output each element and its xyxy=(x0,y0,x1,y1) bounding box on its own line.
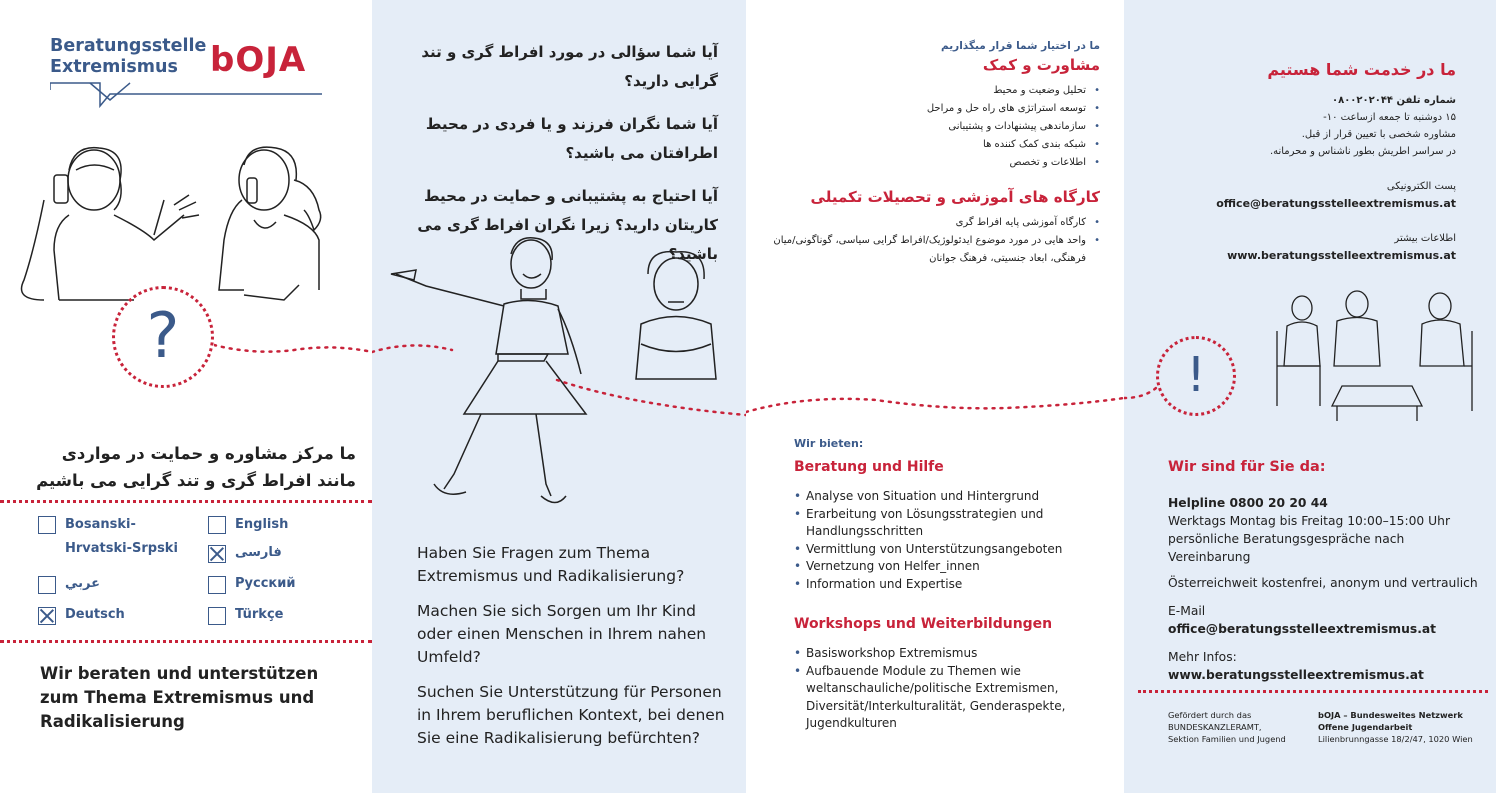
web-link-fa[interactable]: www.beratungsstelleextremismus.at xyxy=(1227,249,1456,262)
question-de-2: Machen Sie sich Sorgen um Ihr Kind oder einen Menschen in Ihrem nahen Umfeld? xyxy=(417,602,707,666)
offers-subtitle-fa: ما در اختیار شما قرار میگذاریم xyxy=(940,40,1100,52)
offers-subtitle-de: Wir bieten: xyxy=(794,437,864,450)
footer-divider xyxy=(1138,690,1488,693)
intro-title-de: Wir beraten und unterstützen zum Thema Extremismus und Radikalisierung xyxy=(40,664,319,731)
helpline-de: Helpline 0800 20 20 44 xyxy=(1168,496,1328,510)
lang-arabic: عربي xyxy=(65,576,101,591)
list-item: • Aufbauende Module zu Themen wie weltanschauliche/politische Extremismen, Diversität/Interkulturalität, Genderaspekte, Jugendkulturen xyxy=(794,663,1104,733)
list-item: • کارگاه آموزشی پایه افراط گری xyxy=(766,214,1100,232)
questions-de xyxy=(417,542,727,762)
logo-text xyxy=(50,36,206,78)
lang-bosnian xyxy=(65,514,178,560)
dotted-path xyxy=(1124,380,1164,410)
offers-list1-fa xyxy=(766,82,1100,172)
lang-deutsch: Deutsch xyxy=(65,607,125,622)
divider-bottom xyxy=(0,640,372,643)
list-item: • واحد هایی در مورد موضوع ایدئولوژیک/افراط گرایی سیاسی، گوناگونی/میان فرهنگی، ابعاد جنسیتی، فرهنگ جوانان xyxy=(766,232,1100,268)
contact-heading-fa: ما در خدمت شما هستیم xyxy=(1267,60,1456,79)
question-mark-icon: ? xyxy=(146,299,180,372)
beratungsstelle-logo xyxy=(50,36,330,116)
list-item: • شبکه بندی کمک کننده ها xyxy=(766,136,1100,154)
email-label-de: E-Mail xyxy=(1168,604,1206,618)
offers-list1-de xyxy=(794,488,1104,593)
list-item: • Vermittlung von Unterstützungsangeboten xyxy=(794,541,1104,559)
contact-de xyxy=(1168,456,1488,684)
checkbox-deutsch[interactable] xyxy=(38,607,56,625)
list-item: • توسعه استراتژی های راه حل و مراحل xyxy=(766,100,1100,118)
language-selector xyxy=(38,514,338,634)
footer-right-line: bOJA – Bundesweites Netzwerk xyxy=(1318,710,1463,720)
offers-list2-de xyxy=(794,645,1104,733)
footer-left-line: BUNDESKANZLERAMT, xyxy=(1168,722,1262,732)
list-item: • سازماندهی پیشنهادات و پشتیبانی xyxy=(766,118,1100,136)
question-fa-2: آیا شما نگران فرزند و یا فردی در محیط اطرافتان می باشید؟ xyxy=(425,115,718,162)
checkbox-turkish[interactable] xyxy=(208,607,226,625)
more-info-label-fa: اطلاعات بیشتر xyxy=(1394,233,1456,244)
footer-left-line: Gefördert durch das xyxy=(1168,710,1252,720)
panel-offers xyxy=(746,0,1124,793)
logo-line1: Beratungsstelle xyxy=(50,36,207,56)
list-item: • Analyse von Situation und Hintergrund xyxy=(794,488,1104,506)
more-info-label-de: Mehr Infos: xyxy=(1168,650,1237,664)
email-link-fa[interactable]: office@beratungsstelleextremismus.at xyxy=(1216,197,1456,210)
intro-title-fa: ما مرکز مشاوره و حمایت در مواردی مانند افراط گری و تند گرایی می باشیم xyxy=(36,444,356,490)
checkbox-russian[interactable] xyxy=(208,576,226,594)
footer-sponsor xyxy=(1168,709,1286,745)
hours-de: Werktags Montag bis Freitag 10:00–15:00 Uhr xyxy=(1168,514,1450,528)
boja-logo: bOJA xyxy=(210,40,307,80)
offers-list2-fa xyxy=(766,214,1100,268)
dotted-path xyxy=(746,380,1124,430)
anonymous-de: Österreichweit kostenfrei, anonym und vertraulich xyxy=(1168,576,1478,590)
appointment-fa: مشاوره شخصی با تعیین قرار از قبل. xyxy=(1301,129,1456,140)
email-label-fa: پست الکترونیکی xyxy=(1386,181,1456,192)
logo-line2: Extremismus xyxy=(50,57,178,77)
question-de-3: Suchen Sie Unterstützung für Personen in Ihrem beruflichen Kontext, bei denen Sie eine Radikalisierung befürchten? xyxy=(417,683,725,747)
lang-bosnian-line1: Bosanski- xyxy=(65,517,136,532)
email-link-de[interactable]: office@beratungsstelleextremismus.at xyxy=(1168,622,1437,636)
footer-right-line: Offene Jugendarbeit xyxy=(1318,722,1413,732)
question-fa-1: آیا شما سؤالی در مورد افراط گری و تند گرایی دارید؟ xyxy=(421,43,718,90)
dotted-path xyxy=(214,330,372,370)
contact-fa xyxy=(1144,58,1456,264)
checkbox-bosnian[interactable] xyxy=(38,516,56,534)
list-item: • Information und Expertise xyxy=(794,576,1104,594)
contact-heading-de: Wir sind für Sie da: xyxy=(1168,459,1326,475)
lang-turkish: Türkçe xyxy=(235,607,284,622)
lang-bosnian-line2: Hrvatski-Srpski xyxy=(65,541,178,556)
counseling-illustration xyxy=(1272,286,1482,426)
offers-de xyxy=(794,436,1104,733)
question-fa-3: آیا احتیاج به پشتیبانی و حمایت در محیط کاریتان دارید؟ زیرا نگران افراط گری می باشید؟ xyxy=(417,187,718,263)
offers-heading1-fa: مشاورت و کمک xyxy=(982,56,1100,74)
appointment-de: persönliche Beratungsgespräche nach Vereinbarung xyxy=(1168,532,1405,564)
list-item: • Basisworkshop Extremismus xyxy=(794,645,1104,663)
list-item: • اطلاعات و تخصص xyxy=(766,154,1100,172)
footer-address xyxy=(1318,709,1473,745)
offers-fa xyxy=(766,38,1100,268)
checkbox-farsi[interactable] xyxy=(208,545,226,563)
footer-left-line: Sektion Familien und Jugend xyxy=(1168,734,1286,744)
web-link-de[interactable]: www.beratungsstelleextremismus.at xyxy=(1168,668,1424,682)
checkbox-english[interactable] xyxy=(208,516,226,534)
speech-bubble-icon xyxy=(50,80,322,110)
phone-fa: شماره تلفن ۰۸۰۰۲۰۲۰۴۴ xyxy=(1332,95,1456,106)
dotted-path xyxy=(372,340,746,430)
lang-farsi: فارسی xyxy=(235,545,282,560)
checkbox-arabic[interactable] xyxy=(38,576,56,594)
list-item: • Erarbeitung von Lösungsstrategien und Handlungsschritten xyxy=(794,506,1104,541)
panel-questions xyxy=(372,0,746,793)
list-item: • تحلیل وضعیت و محیط xyxy=(766,82,1100,100)
offers-heading1-de: Beratung und Hilfe xyxy=(794,459,944,475)
list-item: • Vernetzung von Helfer_innen xyxy=(794,558,1104,576)
divider-top xyxy=(0,500,372,503)
offers-heading2-fa: کارگاه های آموزشی و تحصیلات تکمیلی xyxy=(810,188,1100,206)
footer-right-line: Lilienbrunngasse 18/2/47, 1020 Wien xyxy=(1318,734,1473,744)
exclamation-mark-icon: ! xyxy=(1186,347,1206,403)
anonymous-fa: در سراسر اطریش بطور ناشناس و محرمانه. xyxy=(1269,146,1456,157)
question-de-1: Haben Sie Fragen zum Thema Extremismus und Radikalisierung? xyxy=(417,544,685,585)
lang-english: English xyxy=(235,517,289,532)
panel-contact xyxy=(1124,0,1496,793)
panel-intro xyxy=(0,0,372,793)
lang-russian: Русский xyxy=(235,576,296,591)
hours-fa: ۱۵ دوشنبه تا جمعه ازساعت ۱۰- xyxy=(1323,112,1456,123)
offers-heading2-de: Workshops und Weiterbildungen xyxy=(794,616,1053,632)
